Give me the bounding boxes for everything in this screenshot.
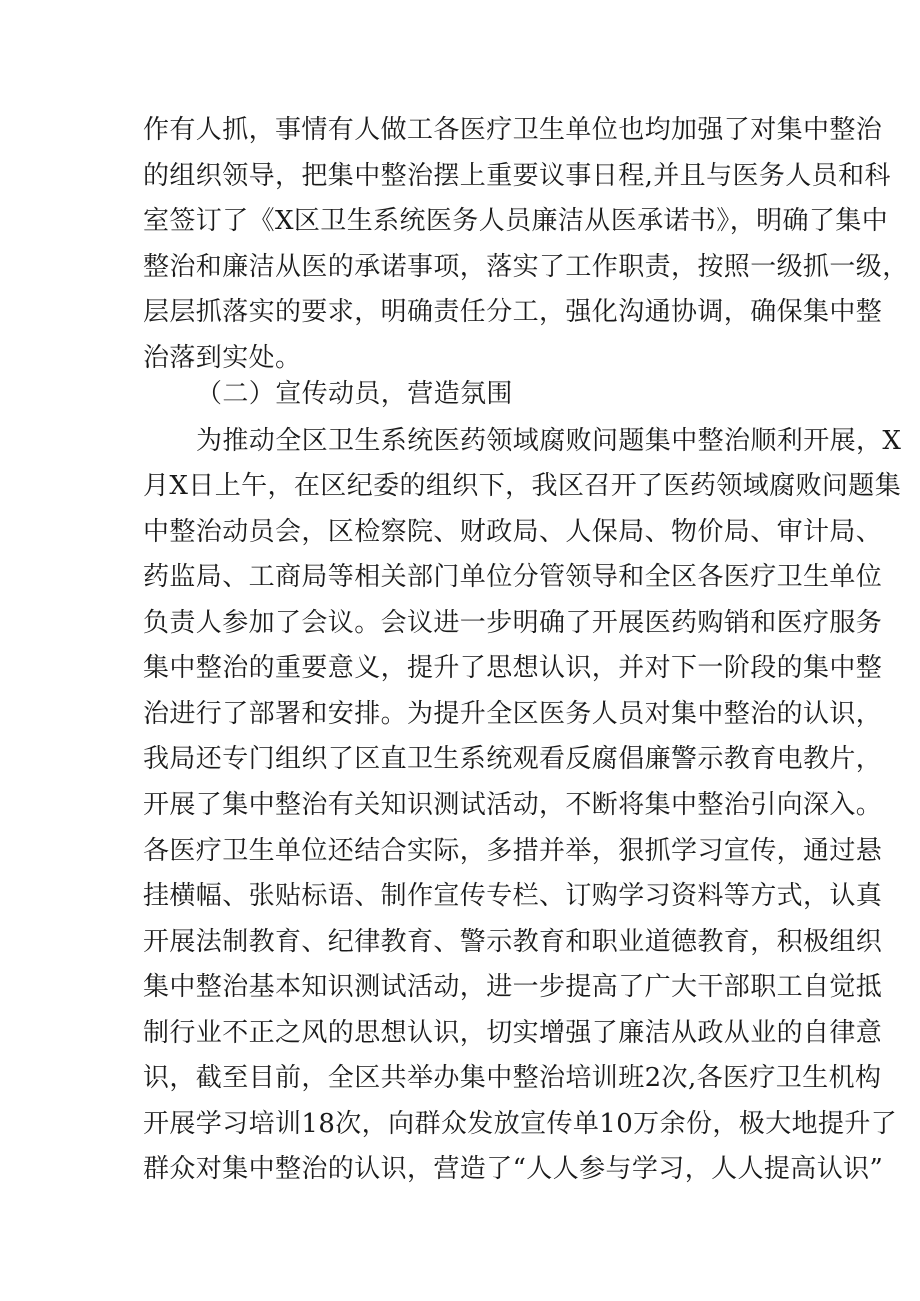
section-heading: （二）宣传动员，营造氛围 <box>196 379 513 409</box>
text-line: 识，截至目前，全区共举办集中整治培训班2次,各医疗卫生机构 <box>143 1063 882 1093</box>
text-line: 集中整治的重要意义，提升了思想认识，并对下一阶段的集中整 <box>143 653 883 683</box>
text-line: 挂横幅、张贴标语、制作宣传专栏、订购学习资料等方式，认真 <box>143 881 883 911</box>
text-line: 药监局、工商局等相关部门单位分管领导和全区各医疗卫生单位 <box>143 562 883 592</box>
text-line: 开展学习培训18次，向群众发放宣传单10万余份，极大地提升了 <box>143 1109 898 1139</box>
text-line: 整治和廉洁从医的承诺事项，落实了工作职责，按照一级抓一级， <box>143 252 909 282</box>
text-line: 制行业不正之风的思想认识，切实增强了廉洁从政从业的自律意 <box>143 1018 883 1048</box>
text-line: 为推动全区卫生系统医药领域腐败问题集中整治顺利开展，X <box>196 426 902 456</box>
text-line: 室签订了《X区卫生系统医务人员廉洁从医承诺书》，明确了集中 <box>143 206 889 236</box>
text-line: 群众对集中整治的认识，营造了“人人参与学习，人人提高认识” <box>143 1154 884 1184</box>
text-line: 治落到实处。 <box>143 343 302 373</box>
text-line: 中整治动员会，区检察院、财政局、人保局、物价局、审计局、 <box>143 517 883 547</box>
text-line: 月X日上午，在区纪委的组织下，我区召开了医药领域腐败问题集 <box>143 471 902 501</box>
text-line: 开展法制教育、纪律教育、警示教育和职业道德教育，积极组织 <box>143 927 883 957</box>
text-line: 层层抓落实的要求，明确责任分工，强化沟通协调，确保集中整 <box>143 297 883 327</box>
text-line: 作有人抓，事情有人做工各医疗卫生单位也均加强了对集中整治 <box>143 115 883 145</box>
text-line: 各医疗卫生单位还结合实际，多措并举，狠抓学习宣传，通过悬 <box>143 836 883 866</box>
text-line: 集中整治基本知识测试活动，进一步提高了广大干部职工自觉抵 <box>143 972 883 1002</box>
text-line: 开展了集中整治有关知识测试活动，不断将集中整治引向深入。 <box>143 790 883 820</box>
text-line: 的组织领导，把集中整治摆上重要议事日程,并且与医务人员和科 <box>143 161 891 191</box>
text-line: 我局还专门组织了区直卫生系统观看反腐倡廉警示教育电教片， <box>143 744 883 774</box>
text-line: 治进行了部署和安排。为提升全区医务人员对集中整治的认识， <box>143 699 883 729</box>
text-line: 负责人参加了会议。会议进一步明确了开展医药购销和医疗服务 <box>143 608 883 638</box>
